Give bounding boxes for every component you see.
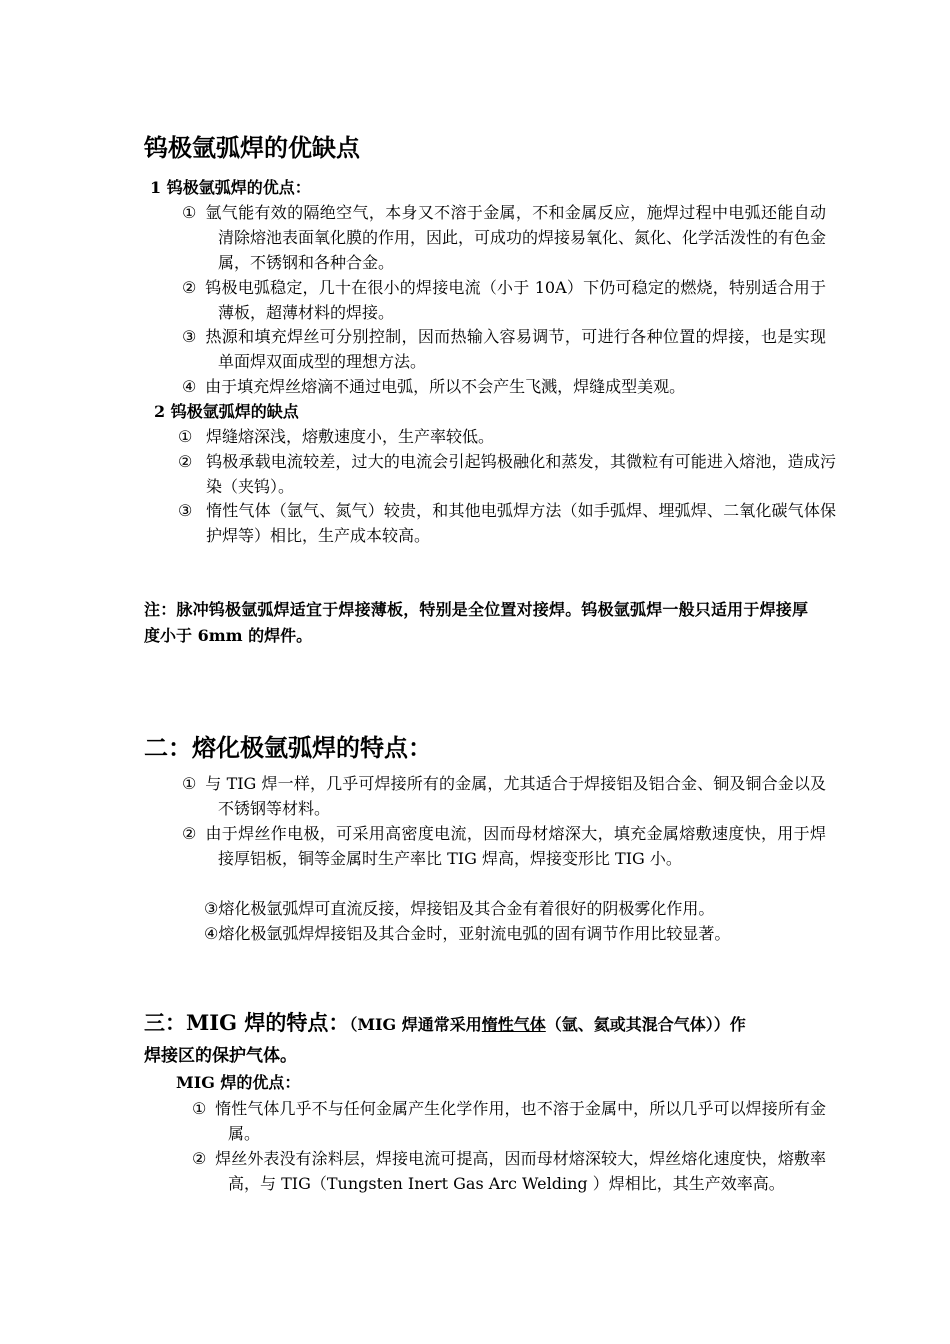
list-item <box>204 896 812 921</box>
list-item-text: 由于填充焊丝熔滴不通过电弧，所以不会产生飞溅，焊缝成型美观。 <box>205 377 686 396</box>
list-item-text: 焊缝熔深浅，熔敷速度小，生产率较低。 <box>206 427 495 446</box>
list-item-text: 熔化极氩弧焊可直流反接，焊接铝及其合金有着很好的阴极雾化作用。 <box>218 899 715 918</box>
list-item-text: 钨极电弧稳定，几十在很小的焊接电流（小于 10A）下仍可稳定的燃烧，特别适合用于薄板，超薄材料的焊接。 <box>205 278 826 322</box>
section1-note: 注：脉冲钨极氩弧焊适宜于焊接薄板，特别是全位置对接焊。钨极氩弧焊一般只适用于焊接厚度小于 6mm 的焊件。 <box>144 600 808 645</box>
list-item-text: 热源和填充焊丝可分别控制，因而热输入容易调节，可进行各种位置的焊接，也是实现单面焊双面成型的理想方法。 <box>205 327 826 371</box>
list-item: ③ 热源和填充焊丝可分别控制，因而热输入容易调节，可进行各种位置的焊接，也是实现单面焊双面成型的理想方法。 <box>182 327 826 371</box>
list-item: ① 氩气能有效的隔绝空气，本身又不溶于金属，不和金属反应，施焊过程中电弧还能自动清除熔池表面氧化膜的作用，因此，可成功的焊接易氧化、氮化、化学活泼性的有色金属，不锈钢和各种合金。 <box>182 203 827 272</box>
list-item: ① 与 TIG 焊一样，几乎可焊接所有的金属，尤其适合于焊接铝及铝合金、铜及铜合金以及不锈钢等材料。 <box>182 774 826 818</box>
list-item-text: 熔化极氩弧焊焊接铝及其合金时，亚射流电弧的固有调节作用比较显著。 <box>218 924 731 943</box>
list-marker: ④ <box>204 924 219 943</box>
section3-title-paren-a: （MIG 焊通常采用 <box>349 1015 482 1034</box>
list-item-text: 由于焊丝作电极，可采用高密度电流，因而母材熔深大，填充金属熔敷速度快，用于焊接厚铝板，铜等金属时生产率比 TIG 焊高，焊接变形比 TIG 小。 <box>205 824 826 868</box>
section3-title-main: 三：MIG 焊的特点： <box>144 1010 350 1035</box>
list-item <box>178 424 836 449</box>
list-marker: ③ <box>204 899 219 918</box>
section1-advantages-heading: 1 钨极氩弧焊的优点： <box>150 178 311 197</box>
section3-title-paren-b: （氩、氦或其混合气体））作 <box>545 1015 746 1034</box>
list-marker: ② <box>178 452 193 471</box>
list-item: ① 惰性气体几乎不与任何金属产生化学作用，也不溶于金属中，所以几乎可以焊接所有金属。 <box>192 1099 826 1143</box>
list-item-text: 焊丝外表没有涂料层，焊接电流可提高，因而母材熔深较大，焊丝熔化速度快，熔敷率高，与 TIG（Tungsten Inert Gas Arc Welding ）焊相比，其生产效率高。 <box>215 1149 826 1193</box>
list-marker: ③ <box>178 501 193 520</box>
section3-advantages-heading: MIG 焊的优点： <box>176 1073 301 1092</box>
list-item <box>178 449 836 499</box>
list-item-text: 惰性气体（氩气、氮气）较贵，和其他电弧焊方法（如手弧焊、埋弧焊、二氧化碳气体保护焊等）相比，生产成本较高。 <box>206 501 836 545</box>
list-item: ② 钨极电弧稳定，几十在很小的焊接电流（小于 10A）下仍可稳定的燃烧，特别适合用于薄板，超薄材料的焊接。 <box>182 278 826 322</box>
list-marker: ① <box>178 427 193 446</box>
section2-title: 二：熔化极氩弧焊的特点： <box>144 733 432 762</box>
list-item: ④ 由于填充焊丝熔滴不通过电弧，所以不会产生飞溅，焊缝成型美观。 <box>182 377 686 396</box>
list-item <box>204 921 808 946</box>
section3-title <box>144 1008 746 1040</box>
list-item-text: 惰性气体几乎不与任何金属产生化学作用，也不溶于金属中，所以几乎可以焊接所有金属。 <box>215 1099 826 1143</box>
list-item <box>178 498 836 548</box>
list-item-text: 氩气能有效的隔绝空气，本身又不溶于金属，不和金属反应，施焊过程中电弧还能自动清除熔池表面氧化膜的作用，因此，可成功的焊接易氧化、氮化、化学活泼性的有色金属，不锈钢和各种合金。 <box>205 203 827 272</box>
section3-title-underlined: 惰性气体 <box>481 1015 546 1034</box>
section3-title-line2: 焊接区的保护气体。 <box>144 1046 297 1066</box>
list-item-text: 与 TIG 焊一样，几乎可焊接所有的金属，尤其适合于焊接铝及铝合金、铜及铜合金以及不锈钢等材料。 <box>205 774 826 818</box>
section1-title: 钨极氩弧焊的优缺点 <box>144 133 360 162</box>
list-item: ② 由于焊丝作电极，可采用高密度电流，因而母材熔深大，填充金属熔敷速度快，用于焊接厚铝板，铜等金属时生产率比 TIG 焊高，焊接变形比 TIG 小。 <box>182 824 826 868</box>
list-item-text: 钨极承载电流较差，过大的电流会引起钨极融化和蒸发，其微粒有可能进入熔池，造成污染（夹钨）。 <box>206 452 836 496</box>
section1-disadvantages-heading: 2 钨极氩弧焊的缺点 <box>154 402 299 421</box>
list-item: ② 焊丝外表没有涂料层，焊接电流可提高，因而母材熔深较大，焊丝熔化速度快，熔敷率高，与 TIG（Tungsten Inert Gas Arc Welding ）焊相比，其生产效率高。 <box>192 1149 826 1193</box>
